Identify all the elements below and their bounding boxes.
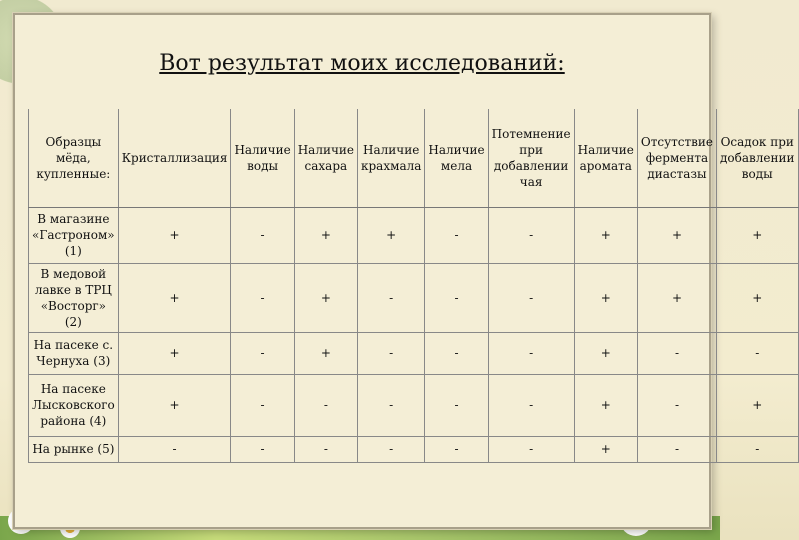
- result-cell: -: [717, 436, 798, 462]
- result-cell: +: [574, 207, 637, 263]
- result-cell: -: [231, 436, 294, 462]
- header-cell: Наличие аромата: [574, 109, 637, 207]
- sample-cell: На пасеке с. Чернуха (3): [29, 332, 119, 374]
- result-cell: +: [294, 332, 357, 374]
- result-cell: -: [231, 374, 294, 436]
- result-cell: -: [488, 332, 574, 374]
- result-cell: -: [637, 374, 716, 436]
- table-row: [29, 207, 799, 263]
- result-cell: -: [358, 332, 425, 374]
- header-cell: Наличие сахара: [294, 109, 357, 207]
- result-cell: +: [637, 263, 716, 332]
- sample-cell: На рынке (5): [29, 436, 119, 462]
- result-cell: +: [118, 332, 231, 374]
- result-cell: -: [358, 374, 425, 436]
- header-cell: Наличие воды: [231, 109, 294, 207]
- table-header-row: [29, 109, 799, 207]
- sample-cell: В магазине «Гастроном» (1): [29, 207, 119, 263]
- result-cell: +: [118, 207, 231, 263]
- table-row: [29, 436, 799, 462]
- slide: [13, 13, 795, 529]
- table-body: [29, 207, 799, 462]
- result-cell: +: [574, 436, 637, 462]
- header-cell: Наличие крахмала: [358, 109, 425, 207]
- header-cell: Потемнение при добавлении чая: [488, 109, 574, 207]
- result-cell: +: [637, 207, 716, 263]
- result-cell: -: [425, 332, 488, 374]
- result-cell: -: [488, 207, 574, 263]
- result-cell: +: [717, 263, 798, 332]
- result-cell: -: [637, 332, 716, 374]
- result-cell: +: [574, 332, 637, 374]
- result-cell: -: [425, 374, 488, 436]
- result-cell: -: [488, 374, 574, 436]
- result-cell: +: [574, 374, 637, 436]
- result-cell: +: [294, 263, 357, 332]
- result-cell: +: [717, 374, 798, 436]
- result-cell: +: [717, 207, 798, 263]
- result-cell: -: [358, 436, 425, 462]
- result-cell: -: [425, 207, 488, 263]
- result-cell: -: [425, 436, 488, 462]
- table-row: [29, 374, 799, 436]
- result-cell: +: [294, 207, 357, 263]
- header-cell: Осадок при добавлении воды: [717, 109, 798, 207]
- result-cell: -: [425, 263, 488, 332]
- result-cell: -: [717, 332, 798, 374]
- result-cell: +: [574, 263, 637, 332]
- result-cell: -: [118, 436, 231, 462]
- header-cell: Кристаллизация: [118, 109, 231, 207]
- result-cell: -: [358, 263, 425, 332]
- result-cell: -: [231, 207, 294, 263]
- result-cell: -: [488, 263, 574, 332]
- result-cell: -: [294, 374, 357, 436]
- sample-cell: На пасеке Лысковского района (4): [29, 374, 119, 436]
- result-cell: +: [118, 374, 231, 436]
- result-cell: +: [358, 207, 425, 263]
- result-cell: -: [231, 332, 294, 374]
- header-cell: Наличие мела: [425, 109, 488, 207]
- result-cell: -: [488, 436, 574, 462]
- sample-cell: В медовой лавке в ТРЦ «Восторг» (2): [29, 263, 119, 332]
- table-row: [29, 263, 799, 332]
- result-cell: -: [637, 436, 716, 462]
- result-cell: +: [118, 263, 231, 332]
- results-table: [28, 109, 799, 463]
- result-cell: -: [231, 263, 294, 332]
- header-cell: Образцы мёда, купленные:: [29, 109, 119, 207]
- table-row: [29, 332, 799, 374]
- result-cell: -: [294, 436, 357, 462]
- slide-title: Вот результат моих исследований:: [159, 51, 565, 76]
- header-cell: Отсутствие фермента диастазы: [637, 109, 716, 207]
